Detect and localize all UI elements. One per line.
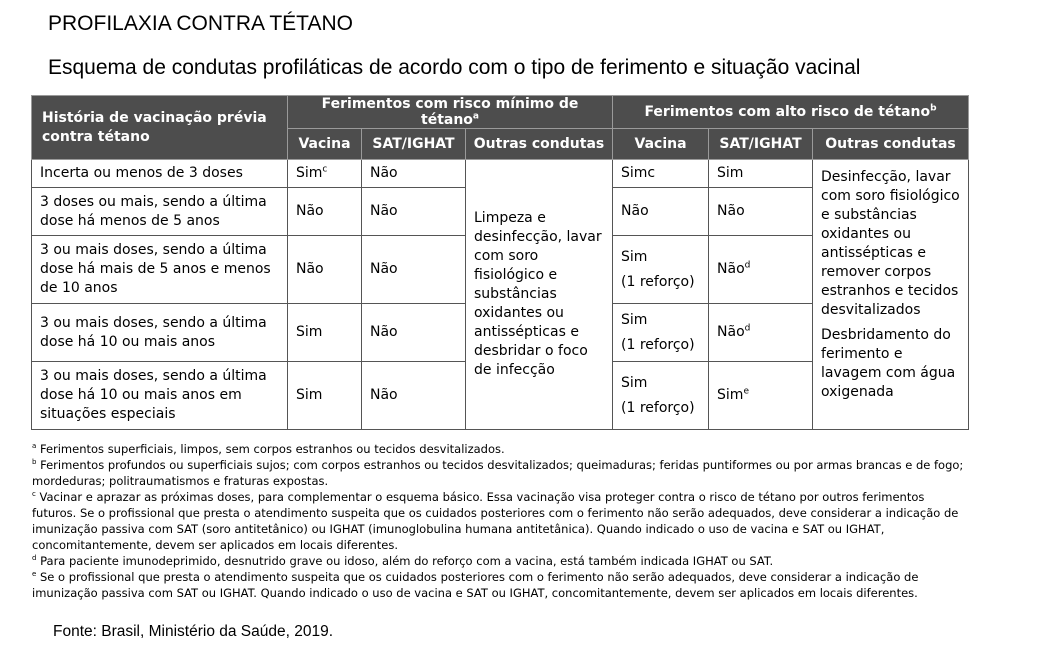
history-header: História de vacinação prévia contra tétano [32,96,288,160]
low-risk-group-header: Ferimentos com risco mínimo de tétano$^a$ [288,96,613,129]
low-sat-cell: Não [362,160,466,188]
high-other-text-2: Desbridamento do ferimento e lavagem com água oxigenada [821,327,956,400]
high-sat-cell: Sim [709,160,813,188]
high-vacina-cell: Sim (1 reforço) [613,304,709,362]
high-sat-cell: Sim$^e$ [709,362,813,430]
low-vacina-cell: Sim$^c$ [288,160,362,188]
high-vacina-cell: Simc [613,160,709,188]
footnote: $^d$ Para paciente imunodeprimido, desnutrido grave ou idoso, além do reforço com a vacina, está também indicada IGHAT ou SAT. [32,554,774,568]
table-row [32,160,969,188]
high-sat-header: SAT/IGHAT [709,129,813,160]
history-cell: 3 ou mais doses, sendo a última dose há 10 ou mais anos em situações especiais [32,362,288,430]
high-vacina-cell: Sim (1 reforço) [613,362,709,430]
history-cell: 3 ou mais doses, sendo a última dose há 10 ou mais anos [32,304,288,362]
low-vacina-cell: Sim [288,362,362,430]
low-other-cell: Limpeza e desinfecção, lavar com soro fisiológico e substâncias oxidantes ou antissépticas e desbridar o foco de infecção [466,160,613,430]
low-sat-cell: Não [362,188,466,236]
high-risk-group-header: Ferimentos com alto risco de tétano$^b$ [613,96,969,129]
high-other-cell [813,160,969,430]
low-vacina-cell: Não [288,188,362,236]
high-sat-cell: Não$^d$ [709,236,813,304]
low-other-header: Outras condutas [466,129,613,160]
high-sat-cell: Não [709,188,813,236]
low-sat-cell: Não [362,236,466,304]
low-sat-header: SAT/IGHAT [362,129,466,160]
high-vacina-cell: Sim (1 reforço) [613,236,709,304]
footnotes [32,441,967,601]
high-sat-cell: Não$^d$ [709,304,813,362]
low-vacina-cell: Não [288,236,362,304]
high-vacina-cell: Não [613,188,709,236]
low-vacina-cell: Sim [288,304,362,362]
history-cell: 3 ou mais doses, sendo a última dose há mais de 5 anos e menos de 10 anos [32,236,288,304]
source-citation: Fonte: Brasil, Ministério da Saúde, 2019. [53,623,334,640]
low-sat-cell: Não [362,362,466,430]
high-other-header: Outras condutas [813,129,969,160]
low-sat-cell: Não [362,304,466,362]
footnote: $^e$ Se o profissional que presta o atendimento suspeita que os cuidados posteriores com o ferimento não serão adequados, deve considerar a indicação de imunização passiva com SAT ou IGHAT. Quando indicado o uso de vacina e SAT ou IGHAT, concomitantemente, devem ser aplicados em locais diferentes. [32,570,919,600]
footnote: $^c$ Vacinar e aprazar as próximas doses, para complementar o esquema básico. Essa vacinação visa proteger contra o risco de tétano por outros ferimentos futuros. Se o profissional que presta o atendimento suspeita que os cuidados posteriores com o ferimento não serão adequados, deve considerar a indicação de imunização passiva com SAT (soro antitetânico) ou IGHAT (imunoglobulina humana antitetânica). Quando indicado o uso de vacina e SAT ou IGHAT, concomitantemente, devem ser aplicados em locais diferentes. [32,490,959,552]
page-title: PROFILAXIA CONTRA TÉTANO [48,12,353,35]
high-vacina-header: Vacina [613,129,709,160]
footnote: $^b$ Ferimentos profundos ou superficiais sujos; com corpos estranhos ou tecidos desvitalizados; queimaduras; feridas puntiformes ou por armas brancas e de fogo; mordeduras; politraumatismos e fraturas expostas. [32,458,964,488]
low-vacina-header: Vacina [288,129,362,160]
history-cell: Incerta ou menos de 3 doses [32,160,288,188]
prophylaxis-table [31,95,968,430]
page-subtitle: Esquema de condutas profiláticas de acordo com o tipo de ferimento e situação vacinal [48,56,861,79]
footnote: $^a$ Ferimentos superficiais, limpos, sem corpos estranhos ou tecidos desvitalizados. [32,442,505,456]
high-other-text-1: Desinfecção, lavar com soro fisiológico e substâncias oxidantes ou antissépticas e remover corpos estranhos e tecidos desvitalizados [821,169,960,318]
history-cell: 3 doses ou mais, sendo a última dose há menos de 5 anos [32,188,288,236]
